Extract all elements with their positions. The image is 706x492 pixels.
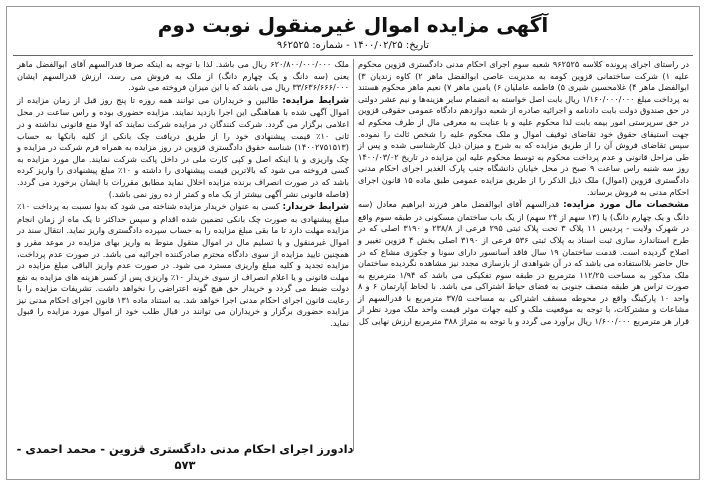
property-specs <box>358 199 689 328</box>
notice-date-number: تاریخ: ۱۴۰۰/۰۲/۲۵ - شماره: ۹۶۲۵۲۵ <box>276 40 430 51</box>
buyer-body: کسی به عنوان خریدار مزایده شناخته می شود که بدوا نسبت به پرداخت ۱۰٪ مبلغ پیشنهادی به صورت چک بانکی تضمین شده اقدام و سپس حداکثر تا یک ماه از زمان انجام مزایده مهلت دارد تا ما بقی مبلغ مزایده را به حساب سپرده دادگستری واریز نماید. انتقال سند در اموال غیرمنقول و یا تسلیم مال در اموال منقول منوط به واریز بهای مزایده در موعد مقرر و همچنین تایید مزایده از سوی دادگاه محترم صادرکننده اجرائیه می باشد. در صورت عدم پرداخت، مزایده تجدید و کلیه مبلغ واریزی مسترد می شود. در صورت عدم واریز الباقی مبلغ مزایده در مهلت قانونی و یا اعلام انصراف از سوی خریدار ۱۰٪ واریزی پس از کسر هزینه های مزایده به نفع دولت ضبط می گردد و خریدار حق هیچ گونه اعتراضی را نخواهد داشت. تشریفات مزایده را با رعایت قانون اجرای احکام مدنی اجرا خواهد شد. به استناد ماده ۱۳۱ قانون اجرای احکام مدنی نیز مزایده حضوری برگزار و خریداران می توانند در قبال طلب خود از اموال مورد مزایده را قبول نماید. <box>17 201 349 329</box>
notice-page <box>6 6 700 480</box>
left-column <box>13 59 353 451</box>
valuation-paragraph: ملک ۶۲۰/۸۰۰/۰۰۰/۰۰۰ ریال می باشد. لذا با توجه به اینکه صرفا قدرالسهم آقای ابوالفضل ماهر یعنی (سه دانگ و یک چهارم دانگ) از ملک به فروش می رسد، ارزش قدرالسهم ایشان ۳۳/۶۳۶/۶۶۶/۰۰۰ ریال می باشد که با این میزان فروخته می شود. <box>17 59 349 93</box>
notice-body <box>7 56 699 451</box>
auction-conditions <box>17 95 349 200</box>
signature-line: دادورز اجرای احکام مدنی دادگستری قزوین - محمد احمدی - ۵۷۳ <box>16 442 354 472</box>
conditions-body: طالبین و خریداران می توانند همه روزه تا پنج روز قبل از زمان مزایده از اموال آگهی شده با هماهنگی این اجرا بازدید نمایند. مزایده حضوری بوده و راس ساعت در محل اعلامی برگزار می گردد. شرکت کنندگان در مزایده شرکت نمایند که اولا منع قانونی نداشته و در ثانی ۱۰٪ قیمت پیشنهادی خود را از طریق دریافت چک بانکی از کلیه بانکها به حساب (۱۴۰۰۲۷۵۱۵۱۳) شناسه حقوق دادگستری قزوین در روز مزایده به همراه فرم شرکت در مزایده و چک واریزی و یا اینکه اصل و کپی کارت ملی در داخل پاکت شرکت نمایند. مال مورد مزایده به کسی فروخته می شود که بالاترین قیمت پیشنهادی را داشته و ۱۰٪ مبلغ پیشنهادی را واریز کرده باشد که در صورت انصراف برنده مزایده اخلال نماید مطابق مقررات با ایشان برخورد می گردد. (فاصله قانونی نشر آگهی بیشتر از یک ماه و کمتر از ده روز نمی باشد.) <box>17 94 350 199</box>
intro-paragraph: در راستای اجرای پرونده کلاسه ۹۶۲۵۲۵ شعبه سوم اجرای احکام مدنی دادگستری قزوین محکوم علیه ۱) شرکت ساختمانی قزوین کومه به مدیریت عاصی ابوالفضل ماهر ۲) کاوه زندیان ۳) ابوالفضل ماهر ۴) غلامحسین شیری ۵) فاطمه عاملیان ۶) یامین ماهر ۷) نعیم ماهر محکوم هستند به پرداخت مبلغ ۱/۱۶۰/۰۰۰/۰۰۰ ریال بابت اصل خواسته به انضمام سایر هزینه‌ها و نیم عشر دولتی در حق صندوق دولت بابت دادنامه و اجرائیه صادره از شعبه دوازدهم دادگاه عمومی حقوقی قزوین در حق سرپرستی امور بیمه بابت لذا محکوم علیه و با عنایت به معرفی مال از طرف محکوم له جهت استیفای حقوق خود تقاضای توقیف اموال و ملک محکوم علیه را شخص ثالث را نموده. سپس تقاضای فروش آن را از طریق مزایده که به شرح و میزان ذیل کارشناسی شده و پس از طی مراحل قانونی و عدم پرداخت محکوم به توسط محکوم علیه این مزایده در تاریخ ۱۴۰۰/۰۳/۰۲ روز سه شنبه راس ساعت ۹ صبح در محل خیابان دانشگاه جنب پارک الغدیر اجرای احکام مدنی دادگستری قزوین (اموال) ملک ذیل الذکر را از طریق مزایده عمومی طبق ماده ۱۵ قانون اجرای احکام مدنی به فروش برساند. <box>358 59 690 197</box>
right-column <box>353 59 693 451</box>
specs-body: قدرالسهم آقای ابوالفضل ماهر فرزند ابراهیم معادل (سه دانگ و یک چهارم دانگ) یا (۱۳ سهم از ۲۴ سهم) از یک باب ساختمان مسکونی در طبقه سوم واقع در شهرک ولایت - پردیس ۱۱ پلاک ۳ تحت پلاک ثبتی ۲۹۵ فرعی از ۲۳۸/۸ و ۳۱۹۰ اصلی که در طرح استاندارد سازی ثبت اسناد به پلاک ثبتی ۵۳۶ فرعی از ۳۱۹۰ اصلی بخش ۴ قزوین تغییر و اصلاح گردیده است. قدمت ساختمان ۱۹ سال فاقد آسانسور دارای سونا و جکوزی مشاع که در حال حاضر بلااستفاده می باشد که در آن شواهدی از بازسازی مجدد نیز مشاهده نگردیده ساختمان ملک مذکور به مساحت ۱۱۲/۲۵ مترمربع در طبقه سوم تفکیکی می باشد که ۱/۹۴ مترمربع به صورت تراس هر طبقه منصف جنوبی به فضای حیاط اشتراکی می باشد. با لحاظ آپارتمان ۶ و ۸ واحد ۱۰ پارکینگ واقع در محوطه مسقف اشتراکی به مساحت ۳۷/۵ مترمربع با قدرالسهم از مشاعات و مشترکات، با توجه به موقعیت ملک و کلیه جهات موثر قیمت واحد ملک مورد نظر از قرار هر مترمربع ۱/۶۰۰/۰۰۰ ریال برآورد می گردد و با توجه به متراژ ۳۸۸ مترمربع ارزش نهایی کل <box>358 199 689 327</box>
buyer-heading: شرایط خریدار: <box>282 202 349 213</box>
buyer-conditions <box>17 201 349 330</box>
specs-heading: مشخصات مال مورد مزایده: <box>563 200 689 211</box>
notice-title: آگهی مزایده اموال غیرمنقول نوبت دوم <box>157 13 549 37</box>
conditions-heading: شرایط مزایده: <box>282 95 349 106</box>
